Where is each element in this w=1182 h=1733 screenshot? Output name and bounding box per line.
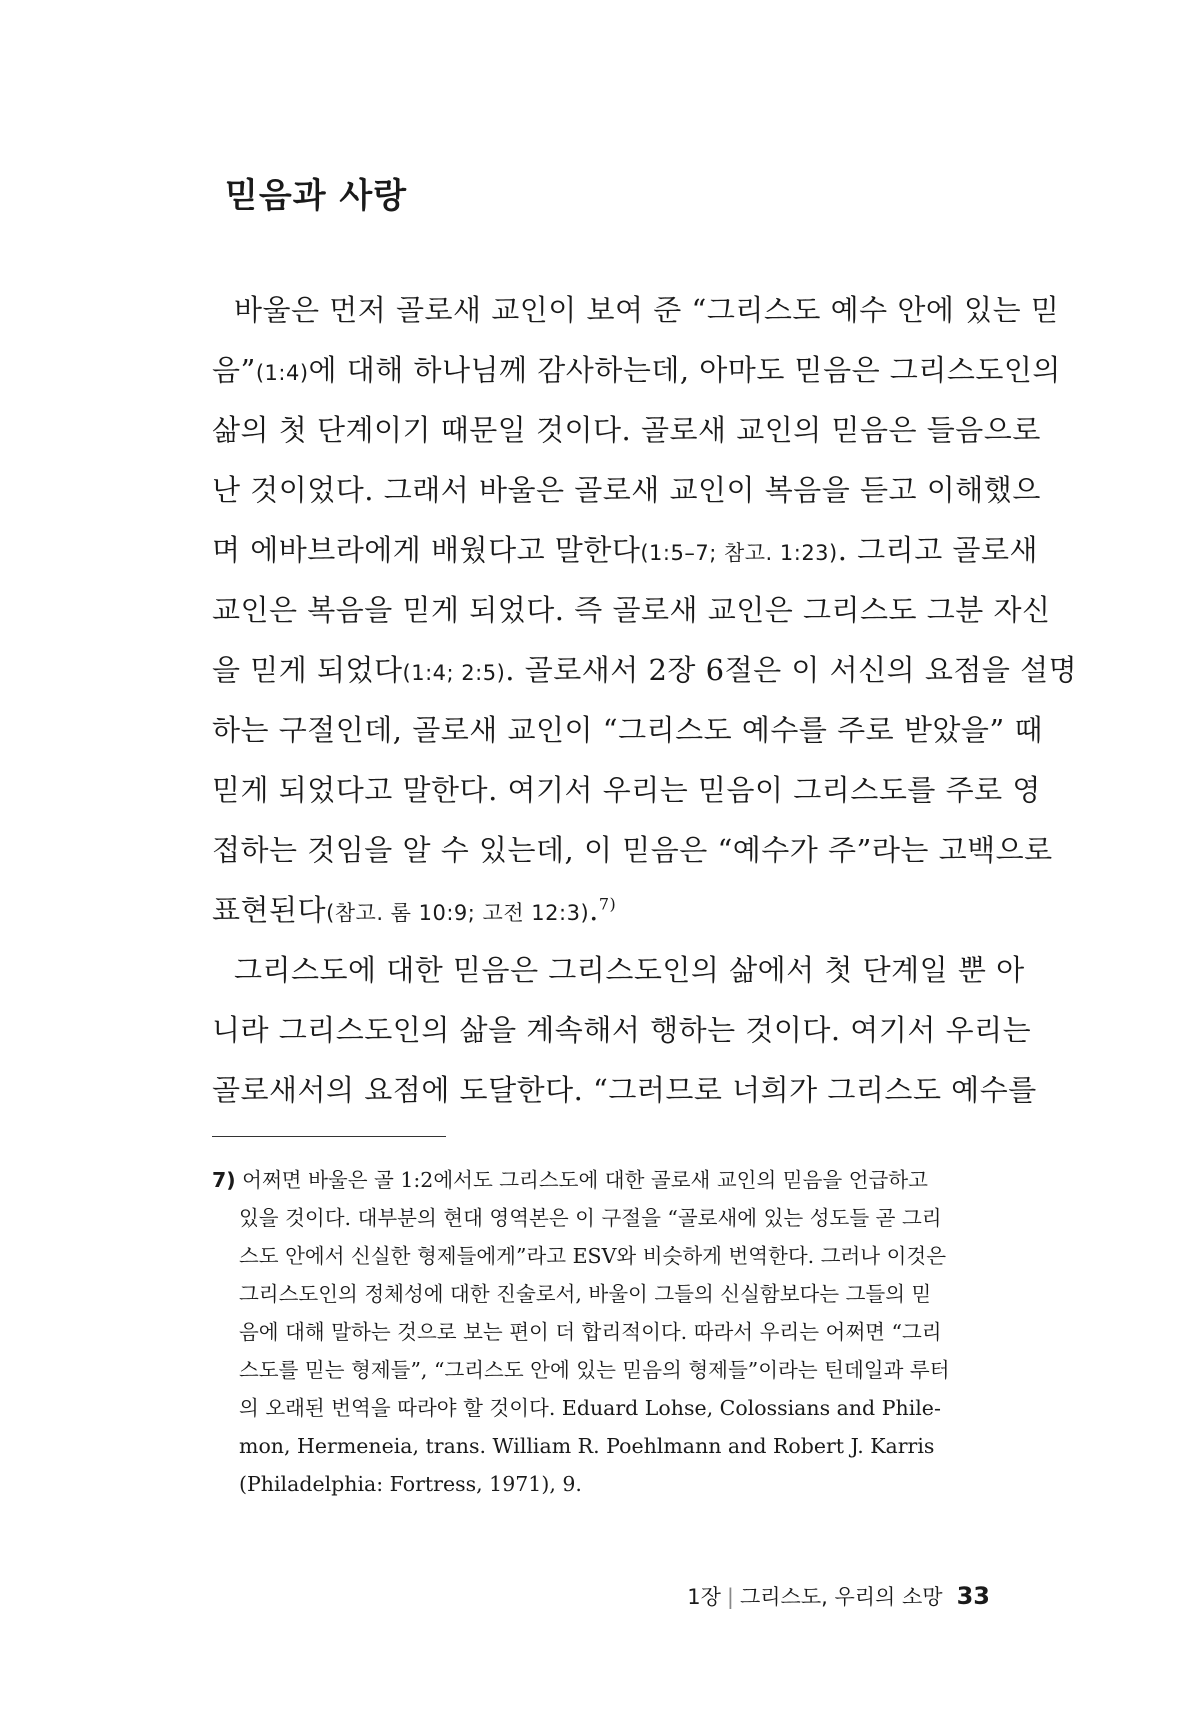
body-line: 바울은 먼저 골로새 교인이 보여 준 “그리스도 예수 안에 있는 믿 [234,293,1060,327]
footnote-line: 그리스도인의 정체성에 대한 진술로서, 바울이 그들의 신실함보다는 그들의 믿 [239,1282,932,1306]
footer-title: 그리스도, 우리의 소망 [739,1585,943,1609]
footnote-number: 7) [212,1168,236,1192]
footnote-reference: 7) [598,894,617,914]
body-line: 며 에바브라에게 배웠다고 말한다(1:5–7; 참고. 1:23). 그리고 골로새 [212,533,1038,567]
footer-separator: | [726,1585,734,1609]
body-line: 표현된다(참고. 롬 10:9; 고전 12:3).$^{7)}$ [212,893,617,927]
body-line: 삶의 첫 단계이기 때문일 것이다. 골로새 교인의 믿음은 들음으로 [212,413,1041,447]
footnote-line: 있을 것이다. 대부분의 현대 영역본은 이 구절을 “골로새에 있는 성도들 곧 그리 [239,1206,942,1230]
footnote-line: 의 오래된 번역을 따라야 할 것이다. Eduard Lohse, Colossians and Phile- [239,1396,941,1420]
body-line: 믿게 되었다고 말한다. 여기서 우리는 믿음이 그리스도를 주로 영 [212,773,1041,807]
body-line: 하는 구절인데, 골로새 교인이 “그리스도 예수를 주로 받았을” 때 [212,713,1043,747]
footnote [212,1161,990,1503]
body-text [212,280,1078,1120]
body-line: 교인은 복음을 믿게 되었다. 즉 골로새 교인은 그리스도 그분 자신 [212,593,1051,627]
page-number: 33 [956,1582,990,1610]
running-footer [687,1581,990,1611]
body-line: 니라 그리스도인의 삶을 계속해서 행하는 것이다. 여기서 우리는 [212,1013,1032,1047]
body-line: 접하는 것임을 알 수 있는데, 이 믿음은 “예수가 주”라는 고백으로 [212,833,1053,867]
footnote-line: (Philadelphia: Fortress, 1971), 9. [239,1472,582,1496]
body-line: 그리스도에 대한 믿음은 그리스도인의 삶에서 첫 단계일 뿐 아 [234,953,1025,987]
footnote-line: mon, Hermeneia, trans. William R. Poehlmann and Robert J. Karris [239,1434,935,1458]
footer-chapter: 1장 [687,1585,721,1609]
footnote-line: 스도를 믿는 형제들”, “그리스도 안에 있는 믿음의 형제들”이라는 틴데일과 루터 [239,1358,950,1382]
body-line: 음”(1:4)에 대해 하나님께 감사하는데, 아마도 믿음은 그리스도인의 [212,353,1061,387]
section-heading: 믿음과 사랑 [225,176,408,216]
footnote-line: 7) 어쩌면 바울은 골 1:2에서도 그리스도에 대한 골로새 교인의 믿음을 언급하고 [212,1168,928,1192]
footnote-line: 음에 대해 말하는 것으로 보는 편이 더 합리적이다. 따라서 우리는 어쩌면 “그리 [239,1320,942,1344]
body-line: 을 믿게 되었다(1:4; 2:5). 골로새서 2장 6절은 이 서신의 요점을 설명 [212,653,1078,687]
footnote-divider [212,1136,446,1137]
body-line: 골로새서의 요점에 도달한다. “그러므로 너희가 그리스도 예수를 [212,1073,1037,1107]
footnote-line: 스도 안에서 신실한 형제들에게”라고 ESV와 비슷하게 번역한다. 그러나 이것은 [239,1244,947,1268]
body-line: 난 것이었다. 그래서 바울은 골로새 교인이 복음을 듣고 이해했으 [212,473,1041,507]
